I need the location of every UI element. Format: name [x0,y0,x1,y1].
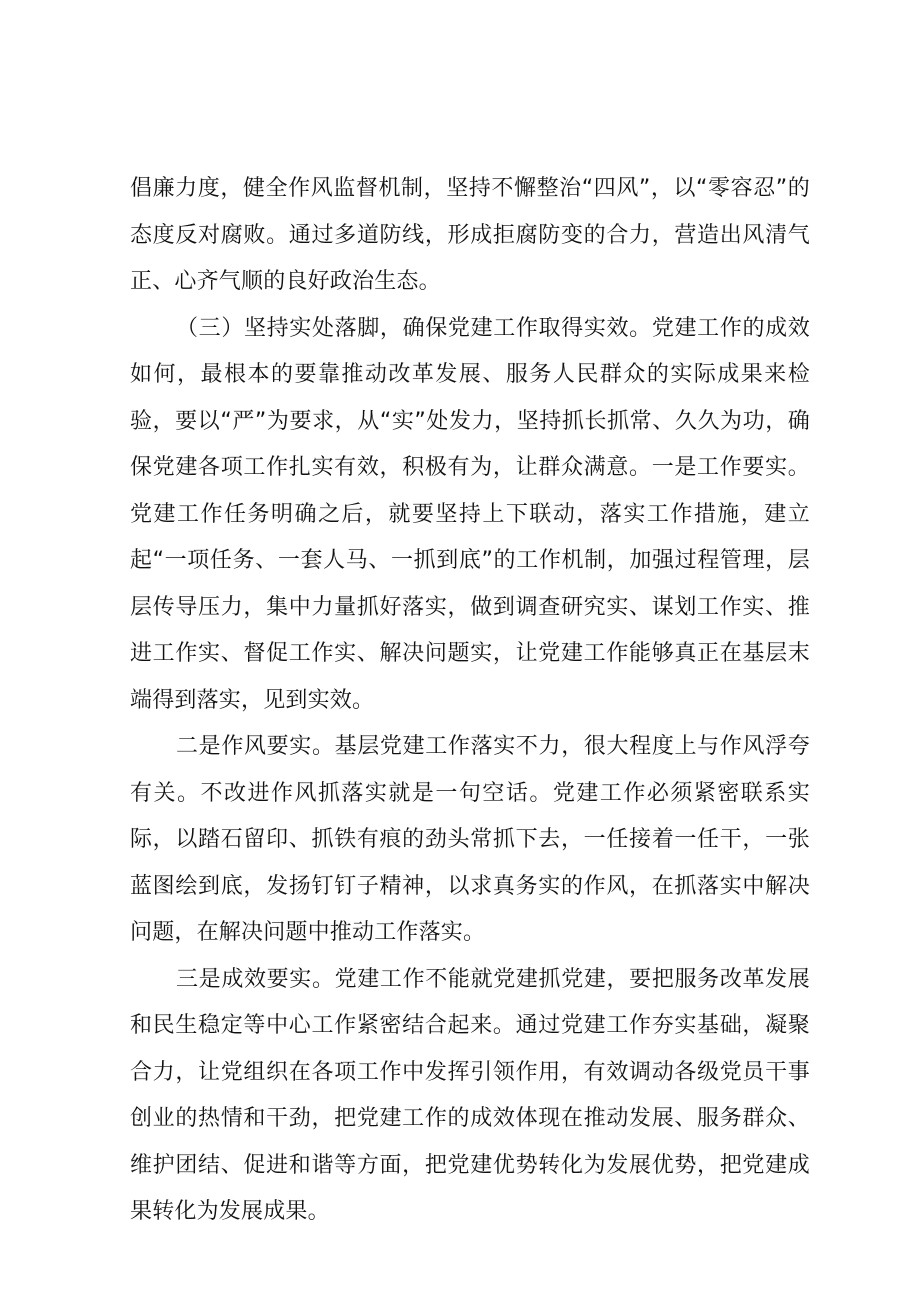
document-body [130,166,810,1236]
paragraph-work-style: 二是作风要实。基层党建工作落实不力，很大程度上与作风浮夸有关。不改进作风抓落实就是一句空话。党建工作必须紧密联系实际，以踏石留印、抓铁有痕的劲头常抓下去，一任接着一任干，一张蓝图绘到底，发扬钉钉子精神，以求真务实的作风，在抓落实中解决问题，在解决问题中推动工作落实。 [130,734,810,945]
paragraph-section-three: （三）坚持实处落脚，确保党建工作取得实效。党建工作的成效如何，最根本的要靠推动改革发展、服务人民群众的实际成果来检验，要以“严”为要求，从“实”处发力，坚持抓长抓常、久久为功，确保党建各项工作扎实有效，积极有为，让群众满意。一是工作要实。党建工作任务明确之后，就要坚持上下联动，落实工作措施，建立起“一项任务、一套人马、一抓到底”的工作机制，加强过程管理，层层传导压力，集中力量抓好落实，做到调查研究实、谋划工作实、推进工作实、督促工作实、解决问题实，让党建工作能够真正在基层末端得到落实，见到实效。 [130,315,810,713]
paragraph-results: 三是成效要实。党建工作不能就党建抓党建，要把服务改革发展和民生稳定等中心工作紧密结合起来。通过党建工作夯实基础，凝聚合力，让党组织在各项工作中发挥引领作用，有效调动各级党员干事创业的热情和干劲，把党建工作的成效体现在推动发展、服务群众、维护团结、促进和谐等方面，把党建优势转化为发展优势，把党建成果转化为发展成果。 [130,966,810,1224]
paragraph-continuation: 倡廉力度，健全作风监督机制，坚持不懈整治“四风”，以“零容忍”的态度反对腐败。通过多道防线，形成拒腐防变的合力，营造出风清气正、心齐气顺的良好政治生态。 [130,176,810,294]
